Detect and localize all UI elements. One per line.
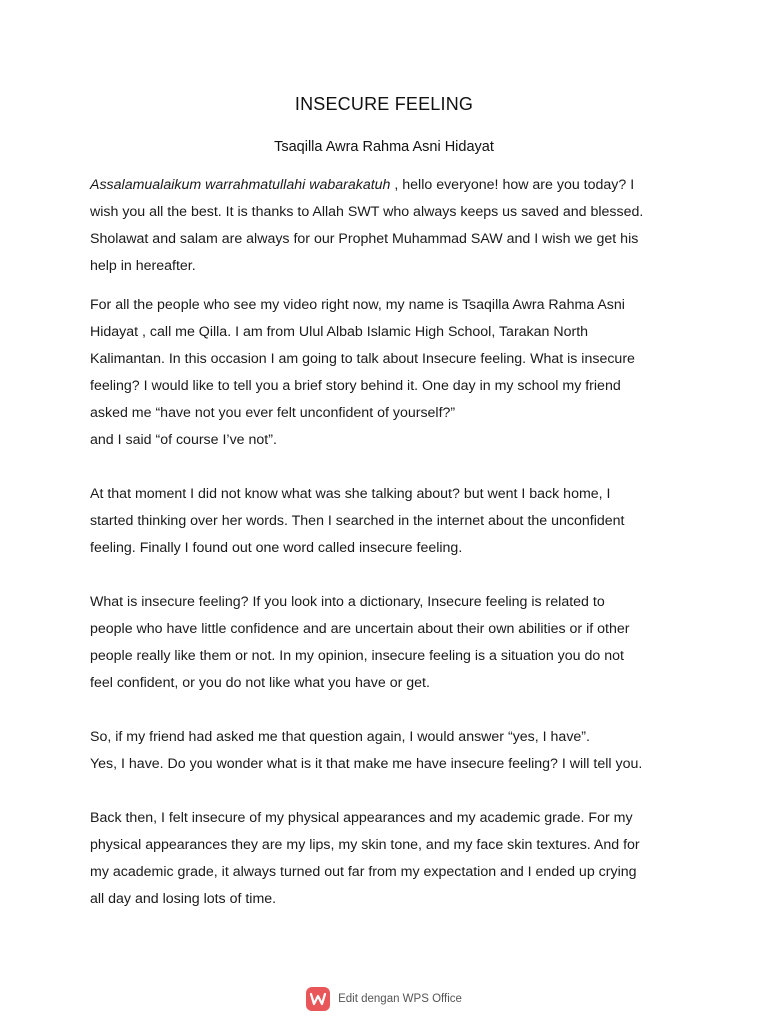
paragraph-line xyxy=(90,172,690,199)
paragraph-line: wish you all the best. It is thanks to Allah SWT who always keeps us saved and blessed. xyxy=(90,204,644,220)
greeting-rest: , hello everyone! how are you today? I xyxy=(390,177,635,193)
paragraph-line: people really like them or not. In my opinion, insecure feeling is a situation you do not xyxy=(90,648,624,664)
paragraph-line: So, if my friend had asked me that question again, I would answer “yes, I have”. xyxy=(90,729,590,745)
paragraph-line: feel confident, or you do not like what you have or get. xyxy=(90,675,430,691)
paragraph-line: physical appearances they are my lips, my skin tone, and my face skin textures. And for xyxy=(90,837,640,853)
paragraph-line: Kalimantan. In this occasion I am going to talk about Insecure feeling. What is insecure xyxy=(90,351,635,367)
paragraph-story xyxy=(90,481,690,562)
paragraph-line: feeling? I would like to tell you a brief story behind it. One day in my school my friend xyxy=(90,378,621,394)
paragraph-line: What is insecure feeling? If you look into a dictionary, Insecure feeling is related to xyxy=(90,594,605,610)
wps-watermark[interactable] xyxy=(0,985,768,1013)
paragraph-definition xyxy=(90,589,690,697)
paragraph-line: Back then, I felt insecure of my physical appearances and my academic grade. For my xyxy=(90,810,633,826)
paragraph-line: Hidayat , call me Qilla. I am from Ulul Albab Islamic High School, Tarakan North xyxy=(90,324,589,340)
paragraph-line: and I said “of course I’ve not”. xyxy=(90,432,277,448)
paragraph-line: Sholawat and salam are always for our Prophet Muhammad SAW and I wish we get his xyxy=(90,231,639,247)
paragraph-line: Yes, I have. Do you wonder what is it that make me have insecure feeling? I will tell you. xyxy=(90,756,643,772)
paragraph-greeting xyxy=(90,172,690,280)
paragraph-introduction xyxy=(90,292,690,454)
paragraph-line: asked me “have not you ever felt unconfident of yourself?” xyxy=(90,405,456,421)
document-author: Tsaqilla Awra Rahma Asni Hidayat xyxy=(274,139,494,155)
paragraph-line: people who have little confidence and are uncertain about their own abilities or if other xyxy=(90,621,630,637)
wps-logo-icon xyxy=(306,987,330,1011)
paragraph-line: feeling. Finally I found out one word called insecure feeling. xyxy=(90,540,463,556)
document-body xyxy=(90,172,690,925)
paragraph-answer xyxy=(90,724,690,778)
paragraph-line: At that moment I did not know what was she talking about? but went I back home, I xyxy=(90,486,611,502)
greeting-italic: Assalamualaikum warrahmatullahi wabarakatuh xyxy=(90,177,391,193)
paragraph-line: started thinking over her words. Then I searched in the internet about the unconfident xyxy=(90,513,625,529)
watermark-text: Edit dengan WPS Office xyxy=(338,993,462,1005)
paragraph-line: my academic grade, it always turned out far from my expectation and I ended up crying xyxy=(90,864,637,880)
paragraph-line: all day and losing lots of time. xyxy=(90,891,277,907)
paragraph-line: For all the people who see my video right now, my name is Tsaqilla Awra Rahma Asni xyxy=(90,297,625,313)
paragraph-reasons xyxy=(90,805,690,913)
document-title: INSECURE FEELING xyxy=(294,94,474,114)
paragraph-line: help in hereafter. xyxy=(90,258,196,274)
